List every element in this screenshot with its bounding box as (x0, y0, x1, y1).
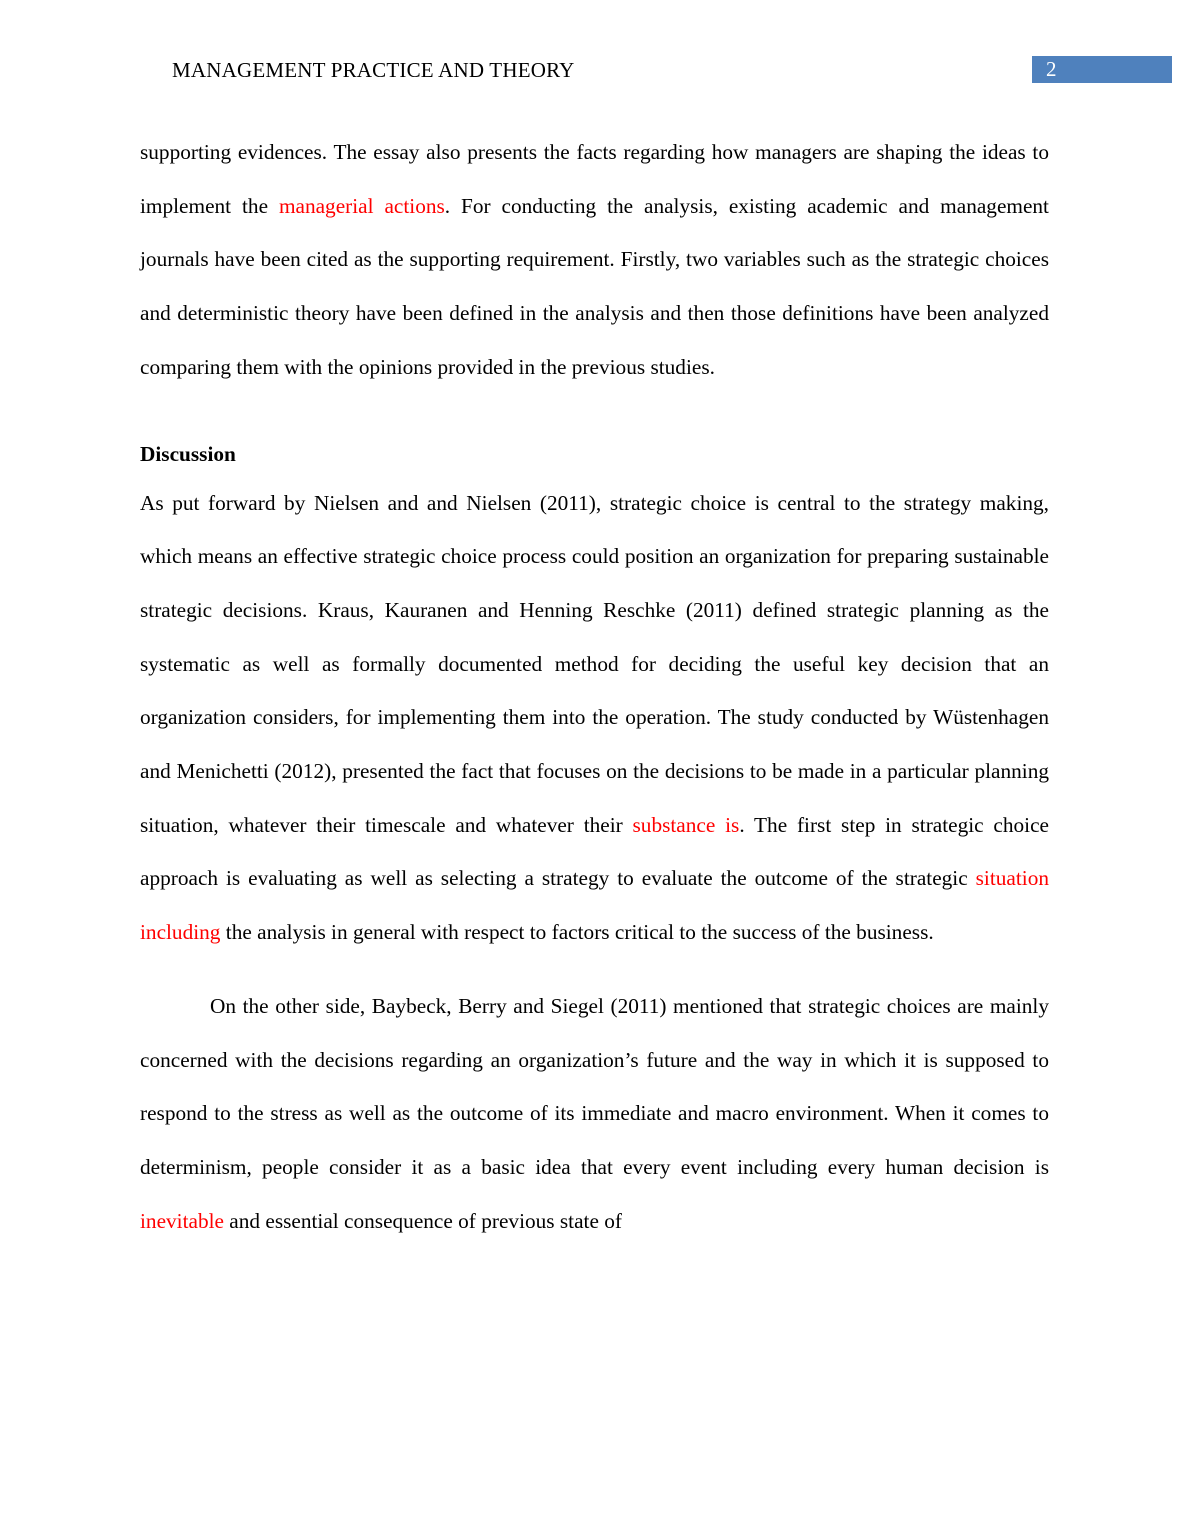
paragraph-text: . The first step in strategic choice approach is evaluating as well as selecting a strategy to evaluate the outcome of the strategic (140, 812, 1049, 891)
section-heading-discussion: Discussion (140, 441, 236, 466)
running-head: MANAGEMENT PRACTICE AND THEORY (172, 58, 575, 82)
page-number-box (1032, 56, 1172, 83)
page-header (0, 56, 1190, 86)
paragraph-text: On the other side, Baybeck, Berry and Siegel (2011) mentioned that strategic choices are mainly concerned with the decisions regarding an organization’s future and the way in which it is supposed to respond to the stress as well as the outcome of its immediate and macro environment. When it comes to determinism, people consider it as a basic idea that every event including every human decision is (140, 993, 1049, 1179)
highlighted-phrase: substance is (632, 812, 740, 837)
highlighted-phrase: inevitable (140, 1208, 224, 1233)
paragraph-text: As put forward by Nielsen and and Nielsen (2011), strategic choice is central to the strategy making, which means an effective strategic choice process could position an organization for preparing sustainable strategic decisions. Kraus, Kauranen and Henning Reschke (2011) defined strategic planning as the systematic as well as formally documented method for deciding the useful key decision that an organization considers, for implementing them into the operation. The study conducted by Wüstenhagen and Menichetti (2012), presented the fact that focuses on the decisions to be made in a particular planning situation, whatever their timescale and whatever their (140, 490, 1049, 837)
paragraph-text: supporting evidences. The essay also presents the facts regarding how managers are shaping the ideas to implement the (140, 140, 1049, 218)
discussion-paragraph-1 (140, 477, 1049, 960)
page-number: 2 (1046, 57, 1057, 81)
paragraph-text: . For conducting the analysis, existing academic and management journals have been cited as the supporting requirement. Firstly, two variables such as the strategic choices and deterministic theory have been defined in the analysis and then those definitions have been analyzed comparing them with the opinions provided in the previous studies. (140, 193, 1049, 379)
paragraph-text: the analysis in general with respect to factors critical to the success of the business. (220, 920, 934, 945)
document-body (140, 126, 1049, 1248)
highlighted-phrase: situation including (140, 866, 1049, 945)
paragraph-text: and essential consequence of previous state of (223, 1208, 622, 1233)
discussion-paragraph-2 (140, 980, 1049, 1249)
highlighted-phrase: managerial actions (278, 193, 445, 218)
intro-paragraph (140, 126, 1049, 395)
